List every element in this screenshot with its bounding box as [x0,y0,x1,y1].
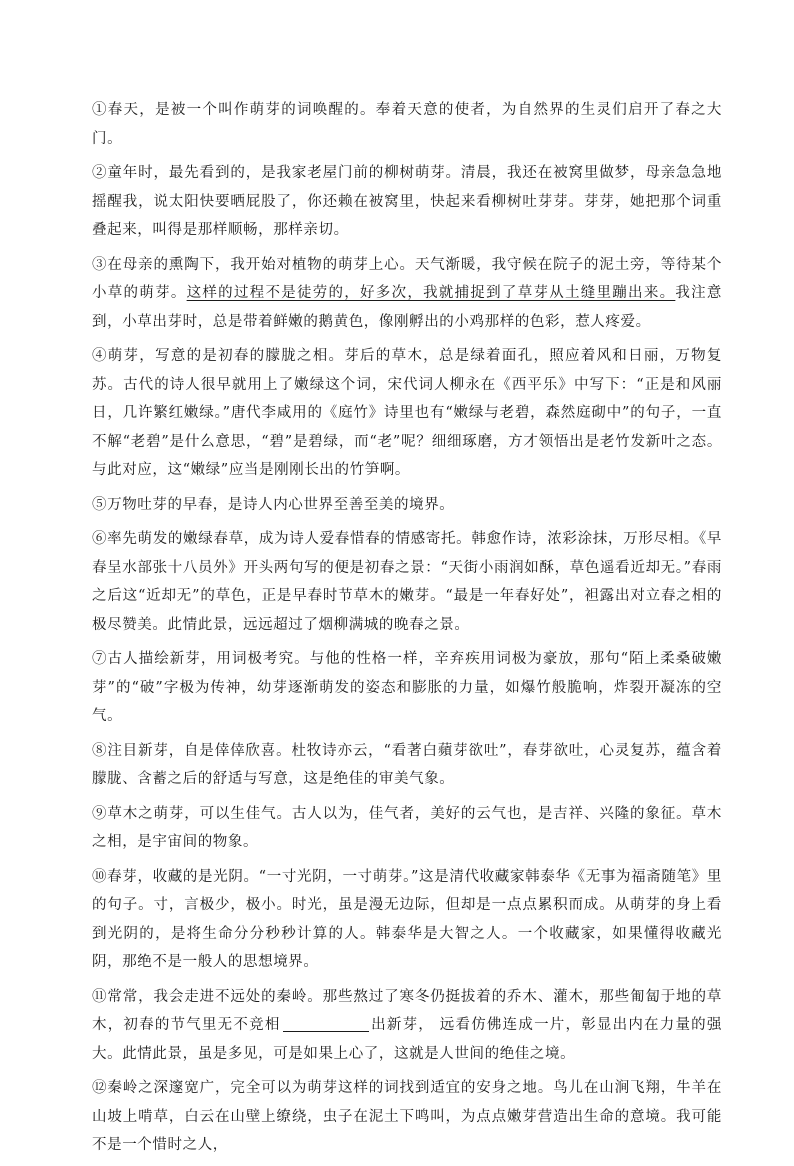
paragraph-2: ②童年时，最先看到的，是我家老屋门前的柳树萌芽。清晨，我还在被窝里做梦，母亲急急地摇醒我，说太阳快要晒屁股了，你还赖在被窝里，快起来看柳树吐芽芽。芽芽，她把那个词重叠起来，叫得是那样顺畅，那样亲切。 [92,165,722,238]
paragraph-5: ⑤万物吐芽的早春，是诗人内心世界至善至美的境界。 [92,496,455,513]
paragraph-1: ①春天，是被一个叫作萌芽的词唤醒的。奉着天意的使者，为自然界的生灵们启开了春之大门。 [92,102,722,147]
paragraph-4: ④萌芽，写意的是初春的朦胧之相。芽后的草木，总是绿着面孔，照应着风和日丽，万物复苏。古代的诗人很早就用上了嫩绿这个词，宋代词人柳永在《西平乐》中写下：“正是和风丽日，几许繁红嫩绿。”唐代李咸用的《庭竹》诗里也有“嫩绿与老碧，森然庭砌中”的句子，一直不解“老碧”是什么意思，“碧”是碧绿，而“老”呢？细细琢磨，方才领悟出是老竹发新叶之态。与此对应，这“嫩绿”应当是刚刚长出的竹笋啊。 [92,348,722,478]
paragraph-3-tail: 我注意到，小草出芽时，总是带着鲜嫩的鹅黄色，像刚孵出的小鸡那样的色彩，惹人疼爱。 [92,285,722,330]
paragraph-11-lead: ⑪常常，我会走进不远处的秦岭。那些熬过了寒冬仍挺拔着的乔木、灌木，那些匍匐于地的草木，初春的节气里无不竞相 [92,988,722,1033]
paragraph-3 [92,251,722,337]
paragraph-10: ⑩春芽，收藏的是光阴。“一寸光阴，一寸萌芽。”这是清代收藏家韩泰华《无事为福斋随笔》里的句子。寸，言极少，极小。时光，虽是漫无边际，但却是一点点累积而成。从萌芽的身上看到光阴的，是将生命分分秒秒计算的人。韩泰华是大智之人。一个收藏家，如果懂得收藏光阴，那绝不是一般人的思想境界。 [92,868,722,970]
paragraph-11 [92,983,722,1069]
fill-in-blank[interactable] [283,1015,369,1032]
underlined-sentence: 这样的过程不是徒劳的，好多次，我就捕捉到了草芽从土缝里蹦出来。 [186,285,676,301]
paragraph-3-lead: ③在母亲的熏陶下，我开始对植物的萌芽上心。天气渐暖，我守候在院子的泥土旁，等待某个小草的萌芽。 [92,256,722,301]
paragraph-7: ⑦古人描绘新芽，用词极考究。与他的性格一样，辛弃疾用词极为豪放，那句“陌上柔桑破嫩芽”的“破”字极为传神，幼芽逐渐萌发的姿态和膨胀的力量，如爆竹般脆响，炸裂开凝冻的空气。 [92,651,722,724]
paragraph-11-tail: 出新芽， 远看仿佛连成一片，彰显出内在力量的强大。此情此景，虽是多见，可是如果上心了，这就是人世间的绝佳之境。 [92,1017,722,1062]
paragraph-9: ⑨草木之萌芽，可以生佳气。古人以为，佳气者，美好的云气也，是吉祥、兴隆的象征。草木之相，是宇宙间的物象。 [92,805,722,850]
paragraph-8: ⑧注目新芽，自是倖倖欣喜。杜牧诗亦云，“看著白蘋芽欲吐”，春芽欲吐，心灵复苏，蕴含着朦胧、含蓄之后的舒适与写意，这是绝佳的审美气象。 [92,742,722,787]
article-body [92,96,722,1166]
paragraph-12: ⑫秦岭之深邃宽广，完全可以为萌芽这样的词找到适宜的安身之地。鸟儿在山涧飞翔，牛羊在山坡上啃草，白云在山壁上缭绕，虫子在泥土下鸣叫，为点点嫩芽营造出生命的意境。我可能不是一个惜时之人， [92,1080,722,1153]
paragraph-6: ⑥率先萌发的嫩绿春草，成为诗人爱春惜春的情感寄托。韩愈作诗，浓彩涂抹，万形尽相。《早春呈水部张十八员外》开头两句写的便是初春之景：“天街小雨润如酥，草色遥看近却无。”春雨之后这“近却无”的草色，正是早春时节草木的嫩芽。“最是一年春好处”，袒露出对立春之相的极尽赞美。此情此景，远远超过了烟柳满城的晚春之景。 [92,531,722,633]
